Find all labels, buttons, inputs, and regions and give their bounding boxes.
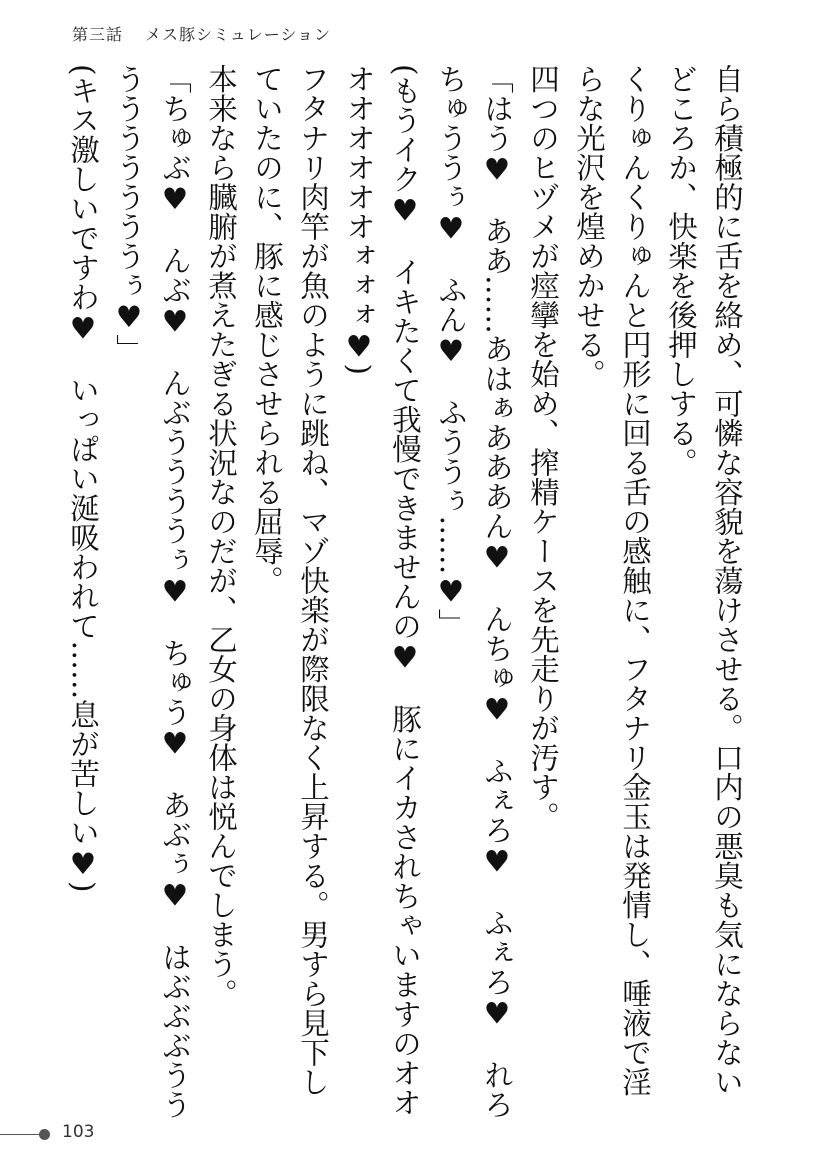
paragraph-8-dialogue: 「ちゅぶ♥ んぶ♥ んぶううううぅ♥ ちゅう♥ あぶぅ♥ はぶぶぶうううううううううぅ♥」 [112,64,192,1119]
footer-dot-icon [39,1129,50,1140]
page-number: 103 [62,1122,95,1142]
paragraph-2: くりゅんくりゅんと円形に回る舌の感触に、フタナリ金玉は発情し、唾液で淫らな光沢を煌めかせる。 [572,64,652,1097]
paragraph-6: フタナリ肉竿が魚のように跳ね、マゾ快楽が際限なく上昇する。男すら見下していたのに、豚に感じさせられる屈辱。 [250,64,330,1097]
paragraph-5-thought: (もうイク♥ イキたくて我慢できませんの♥ 豚にイカされちゃいますのオオオオオオオオォォォ♥) [342,64,422,1118]
vertical-body-text [60,64,750,1124]
paragraph-4-dialogue: 「はう♥ ああ……あはぁあああん♥ んちゅ♥ ふぇろ♥ ふぇろ♥ れろちゅううぅ♥ ふん♥ ふううぅ……♥」 [434,64,514,1119]
paragraph-9-thought: (キス激しいですわ♥ いっぱい涎吸われて……息が苦しい♥) [66,64,100,893]
running-header [72,22,331,45]
chapter-title: メス豚シミュレーション [145,25,332,44]
paragraph-3: 四つのヒヅメが痙攣を始め、搾精ケースを先走りが汚す。 [526,64,560,831]
paragraph-1: 自ら積極的に舌を絡め、可憐な容貌を蕩けさせる。口内の悪臭も気にならないどころか、快楽を後押しする。 [664,64,744,1097]
footer-rule [0,1134,40,1135]
paragraph-7: 本来なら臓腑が煮えたぎる状況なのだが、乙女の身体は悦んでしまう。 [204,64,238,1008]
chapter-label: 第三話 [72,25,124,44]
